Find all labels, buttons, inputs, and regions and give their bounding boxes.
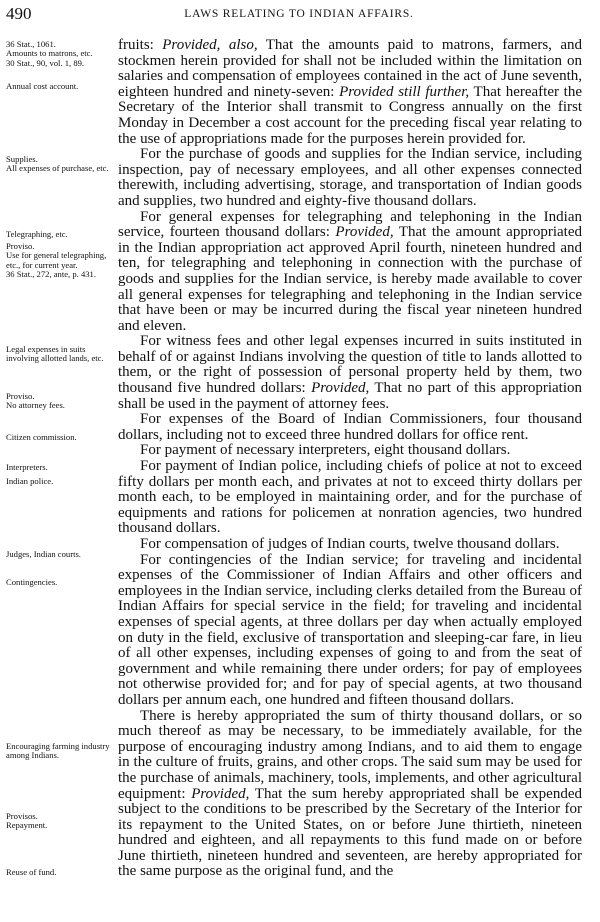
text-run: For contingencies of the Indian service; for traveling and incidental expenses of the Commissioner of Indian Affairs and other officers and employees in the Indian service, including clerks detailed from the Bureau of Indian Affairs for special service in the field; for traveling and incidental expenses of special agents, at three dollars per day when actually employed on duty in the field, exclusive of transportation and sleeping-car fare, in lieu of all other expenses, including expenses of going to and from the seat of government and while remaining there under orders; for pay of employees not otherwise provided for; and for pay of special agents, at two thousand dollars per annum each, one hundred and fifteen thousand dollars.: [118, 551, 582, 708]
margin-note-line: Citizen commission.: [6, 432, 77, 442]
paragraph: [118, 412, 582, 443]
text-run: For compensation of judges of Indian courts, twelve thousand dollars.: [140, 536, 560, 552]
margin-note: [6, 578, 114, 587]
paragraph: [118, 459, 582, 537]
text-run: fruits:: [118, 37, 163, 53]
margin-note-line: Encouraging farming industry among Indians.: [6, 741, 110, 761]
text-run: For witness fees and other legal expenses incurred in suits instituted in behalf of or against Indians involving the question of title to lands allotted to them, or the right of possession of personal property held by them, two thousand five hundred dollars:: [118, 333, 582, 397]
paragraph: [118, 210, 582, 335]
paragraph: [118, 334, 582, 412]
paragraph: [118, 38, 582, 147]
italic-text: Provided,: [191, 785, 250, 802]
margin-note-line: 30 Stat., 90, vol. 1, 89.: [6, 57, 85, 68]
margin-note-line: All expenses of purchase, etc.: [6, 163, 109, 174]
margin-note-line: Judges, Indian courts.: [6, 549, 81, 559]
margin-note-line: 36 Stat., 272, ante, p. 431.: [6, 269, 96, 280]
margin-note-line: Use for general telegraphing, etc., for current year.: [6, 250, 107, 270]
text-run: There is hereby appropriated the sum of thirty thousand dollars, or so much thereof as may be necessary, to be immediately available, for the purpose of encouraging industry among Indians, and to aid them to engage in the culture of fruits, grains, and other crops. The said sum may be used for the purchase of animals, machinery, tools, implements, and other agricultural equipment:: [118, 707, 582, 802]
margin-note: [6, 392, 114, 411]
text-run: That no part of this appropriation shall be used in the payment of attorney fees.: [118, 380, 582, 412]
margin-note-line: Proviso.: [6, 241, 35, 251]
italic-text: Provided, also,: [162, 37, 258, 53]
text-run: For general expenses for telegraphing and telephoning in the Indian service, fourteen thousand dollars:: [118, 208, 582, 241]
margin-note: [6, 550, 114, 559]
italic-text: Provided,: [335, 224, 394, 241]
margin-note: [6, 345, 114, 364]
text-run: That the amounts paid to matrons, farmers, and stockmen herein provided for shall not be included within the limitation on salaries and compensation of employees contained in the act of June seventh, eighteen hundred and ninety-seven:: [118, 37, 582, 100]
text-run: That the sum hereby appropriated shall be expended subject to the conditions to be prescribed by the Secretary of the Interior for its repayment to the United States, on or before June thirtieth, nineteen hundred and eighteen, and all repayments to this fund made on or before June thirtieth, nineteen hundred and seventeen, are hereby appropriated for the same purpose as the original fund, and the: [118, 785, 582, 880]
margin-note-line: Legal expenses in suits involving allotted lands, etc.: [6, 344, 104, 364]
margin-note: [6, 477, 114, 486]
text-run: For payment of Indian police, including chiefs of police at not to exceed fifty dollars per month each, and privates at not to exceed thirty dollars per month each, to be employed in maintaining order, and for the purchase of equipments and rations for policemen at nonration agencies, two hundred thousand dollars.: [118, 458, 582, 537]
margin-note: [6, 812, 114, 831]
margin-note-line: No attorney fees.: [6, 400, 65, 411]
margin-note: [6, 742, 114, 761]
paragraph: [118, 443, 582, 459]
running-head: LAWS RELATING TO INDIAN AFFAIRS.: [184, 8, 414, 20]
margin-note-line: Interpreters.: [6, 462, 48, 472]
italic-text: Provided still further,: [339, 83, 470, 100]
margin-note-line: Reuse of fund.: [6, 867, 57, 877]
margin-note-line: Proviso.: [6, 391, 35, 401]
margin-note-line: Telegraphing, etc.: [6, 229, 68, 239]
margin-note: [6, 40, 114, 68]
paragraph: [118, 147, 582, 209]
margin-note-line: Provisos.: [6, 811, 38, 821]
margin-note-line: Annual cost account.: [6, 81, 79, 91]
paragraph: [118, 553, 582, 709]
italic-text: Provided,: [311, 380, 370, 397]
text-run: That hereafter the Secretary of the Interior shall transmit to Congress annually on the first Monday in December a cost account for the preceding fiscal year relating to the use of appropriations made for the purposes herein provided for.: [118, 83, 582, 147]
margin-note: [6, 155, 114, 174]
text-run: For the purchase of goods and supplies for the Indian service, including inspection, pay of necessary employees, and all other expenses connected therewith, including advertising, storage, and transportation of Indian goods and supplies, two hundred and eighty-five thousand dollars.: [118, 146, 582, 209]
margin-note-line: Indian police.: [6, 476, 54, 486]
margin-note: [6, 868, 114, 877]
margin-note: [6, 230, 114, 239]
margin-note-line: 36 Stat., 1061.: [6, 39, 56, 49]
page-number: 490: [6, 4, 32, 23]
margin-note-line: Contingencies.: [6, 577, 58, 587]
page-header: [6, 4, 592, 26]
margin-note-line: Amounts to matrons, etc.: [6, 48, 93, 59]
margin-note: [6, 82, 114, 91]
margin-note: [6, 433, 114, 442]
paragraph: [118, 537, 582, 553]
margin-note: [6, 463, 114, 472]
paragraph: [118, 709, 582, 881]
text-run: That the amount appropriated in the Indian appropriation act approved April fourth, nineteen hundred and ten, for telegraphing and telephoning in connection with the purchase of goods and supplies for the Indian service, is hereby made available to cover all general expenses for telegraphing and telephoning in the Indian service that have been or may be incurred during the fiscal year nineteen hundred and eleven.: [118, 224, 582, 334]
body-text: [118, 38, 582, 880]
text-run: For expenses of the Board of Indian Commissioners, four thousand dollars, including not to exceed three hundred dollars for office rent.: [118, 411, 582, 443]
margin-note-line: Repayment.: [6, 820, 48, 831]
margin-note-line: Supplies.: [6, 154, 38, 164]
text-run: For payment of necessary interpreters, eight thousand dollars.: [140, 442, 511, 459]
margin-note: [6, 242, 114, 280]
